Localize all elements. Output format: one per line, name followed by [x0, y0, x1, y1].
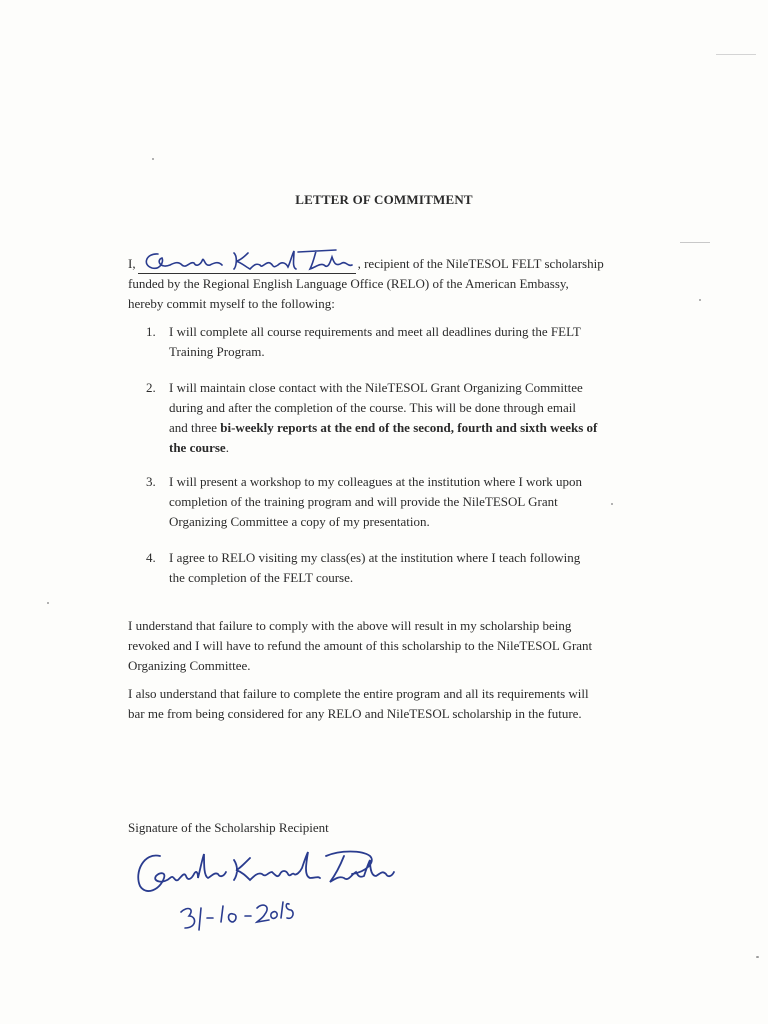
paragraph-line: I understand that failure to comply with the above will result in my scholarship being	[128, 618, 572, 633]
item-number: 3.	[146, 474, 156, 489]
item-line: I will maintain close contact with the NileTESOL Grant Organizing Committee	[169, 380, 583, 395]
scan-speck	[47, 602, 49, 604]
paragraph-line: bar me from being considered for any RELO and NileTESOL scholarship in the future.	[128, 706, 582, 721]
intro-line-3: hereby commit myself to the following:	[128, 296, 335, 311]
signature-label: Signature of the Scholarship Recipient	[128, 820, 329, 835]
item-text-bold: the course	[169, 440, 226, 455]
item-line: during and after the completion of the course. This will be done through email	[169, 400, 576, 415]
commitment-item-4	[146, 548, 646, 588]
handwritten-name	[138, 245, 358, 275]
item-text-plain: and three	[169, 420, 221, 435]
scan-mark	[680, 242, 710, 243]
failure-paragraph	[128, 616, 648, 676]
item-line	[169, 438, 646, 458]
item-line: I will present a workshop to my colleagues at the institution where I work upon	[169, 474, 583, 489]
paragraph-line: Organizing Committee.	[128, 658, 251, 673]
paragraph-line: I also understand that failure to complete the entire program and all its requirements will	[128, 686, 589, 701]
item-line: completion of the training program and will provide the NileTESOL Grant	[169, 494, 558, 509]
item-number: 1.	[146, 324, 156, 339]
item-line: I agree to RELO visiting my class(es) at the institution where I teach following	[169, 550, 581, 565]
item-line: Organizing Committee a copy of my presentation.	[169, 514, 430, 529]
scan-speck	[756, 956, 759, 958]
handwritten-date	[175, 898, 315, 938]
item-line: the completion of the FELT course.	[169, 570, 354, 585]
scan-speck	[699, 299, 701, 301]
intro-line-2: funded by the Regional English Language Office (RELO) of the American Embassy,	[128, 276, 569, 291]
scan-speck	[152, 158, 154, 160]
item-number: 4.	[146, 550, 156, 565]
intro-prefix: I,	[128, 256, 136, 271]
scan-mark	[716, 54, 756, 55]
paragraph-line: revoked and I will have to refund the amount of this scholarship to the NileTESOL Grant	[128, 638, 593, 653]
name-blank	[138, 255, 356, 274]
item-line: Training Program.	[169, 344, 265, 359]
intro-paragraph	[128, 254, 648, 314]
signature-image	[130, 842, 400, 902]
commitment-item-1	[146, 322, 646, 362]
letter-title: LETTER OF COMMITMENT	[295, 192, 473, 207]
item-line	[169, 418, 646, 438]
commitment-item-2	[146, 378, 646, 458]
item-line: I will complete all course requirements and meet all deadlines during the FELT	[169, 324, 581, 339]
intro-line-1	[128, 254, 648, 274]
program-paragraph	[128, 684, 648, 724]
item-text-plain: .	[225, 440, 229, 455]
item-number: 2.	[146, 380, 156, 395]
intro-line-1-suffix: , recipient of the NileTESOL FELT scholarship	[357, 256, 604, 271]
commitment-item-3	[146, 472, 646, 532]
scan-speck	[611, 503, 613, 505]
item-text-bold: bi-weekly reports at the end of the second, fourth and sixth weeks of	[220, 420, 598, 435]
